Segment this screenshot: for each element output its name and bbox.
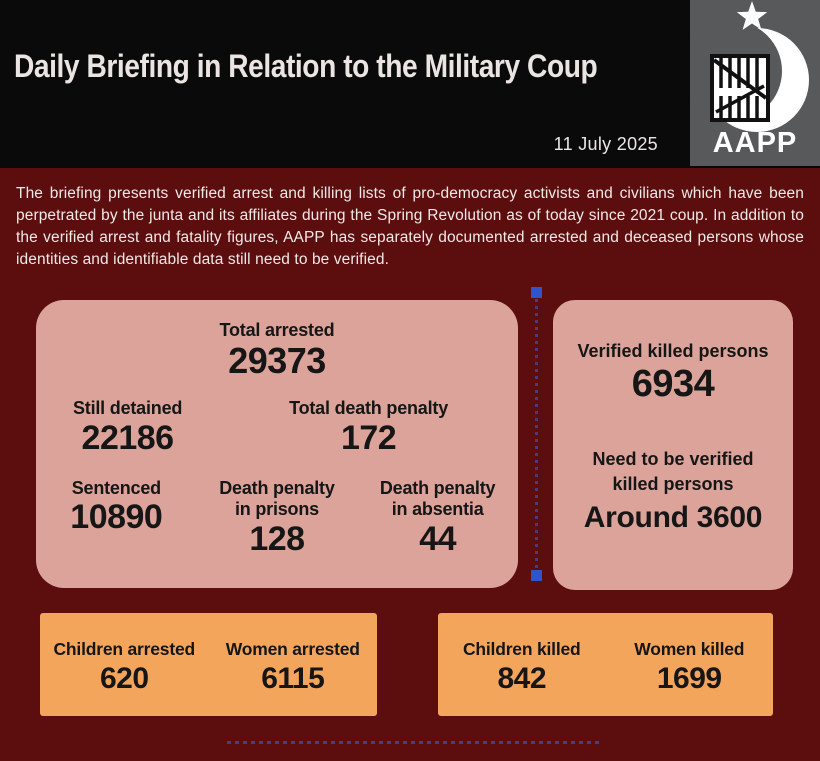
stat-value: 620: [99, 662, 149, 696]
killed-strip: [438, 613, 773, 716]
stat-label: Death penalty: [219, 477, 335, 498]
logo-artwork: [690, 0, 820, 134]
stat-still-detained: [36, 398, 219, 457]
stat-value: 6115: [261, 662, 325, 696]
stat-women-arrested: [209, 639, 378, 716]
stat-label: Death penalty: [379, 477, 496, 498]
stat-children-arrested: [40, 639, 209, 716]
stat-value: Around 3600: [583, 500, 763, 534]
divider-endpoint-bottom: [531, 570, 542, 581]
intro-paragraph: The briefing presents verified arrest and killing lists of pro-democracy activists and civilians which have been perpetrated by the junta and its affiliates during the Spring Revolution as of today since 2021 coup. In addition to the verified arrest and fatality figures, AAPP has separately documented arrested and deceased persons whose identities and identifiable data still need to be verified.: [16, 185, 804, 268]
stat-value: 44: [419, 520, 457, 559]
stat-women-killed: [606, 639, 774, 716]
stat-value: 22186: [81, 418, 174, 457]
divider-dotted-line: [535, 299, 538, 569]
arrest-stats-panel: [36, 300, 518, 588]
stat-value: 10890: [70, 498, 163, 537]
arrested-strip: [40, 613, 377, 716]
stat-value: 29373: [228, 339, 326, 381]
stat-death-penalty-in-prisons: [197, 478, 358, 559]
stat-label: killed persons: [612, 474, 734, 495]
stat-label: Children killed: [462, 639, 581, 659]
stat-label: Sentenced: [71, 477, 161, 498]
stat-value: 172: [340, 418, 397, 457]
divider-endpoint-top: [531, 287, 542, 298]
stat-value: 6934: [631, 363, 715, 406]
stat-sentenced: [36, 478, 197, 559]
stat-label: Total arrested: [219, 320, 335, 340]
stat-label: Verified killed persons: [577, 341, 769, 361]
stat-label: in absentia: [391, 499, 484, 520]
stat-death-penalty-in-absentia: [357, 478, 518, 559]
stat-total-arrested: [36, 300, 518, 381]
page-title: Daily Briefing in Relation to the Military Coup: [14, 48, 598, 84]
dotted-divider: [528, 287, 545, 583]
stat-need-verified: [553, 447, 793, 497]
stat-label: in prisons: [234, 499, 319, 520]
killed-stats-panel: [553, 300, 793, 590]
stat-value: 842: [497, 662, 547, 696]
stat-value: 1699: [656, 662, 722, 696]
stat-label: Still detained: [72, 397, 183, 418]
stat-label: Total death penalty: [289, 397, 449, 418]
stat-children-killed: [438, 639, 606, 716]
header: [0, 0, 820, 168]
prison-bars-icon: [712, 56, 768, 120]
stat-label: Women killed: [634, 639, 745, 659]
logo-text: AAPP: [712, 127, 798, 159]
stat-label: Need to be verified: [592, 449, 754, 470]
stat-value: 128: [249, 520, 305, 559]
briefing-date: 11 July 2025: [553, 134, 658, 154]
aapp-logo: [690, 0, 820, 166]
stat-total-death-penalty: [219, 398, 518, 457]
bottom-dashed-line: [227, 741, 600, 744]
stat-label: Children arrested: [53, 639, 195, 659]
stat-label: Women arrested: [225, 639, 360, 659]
